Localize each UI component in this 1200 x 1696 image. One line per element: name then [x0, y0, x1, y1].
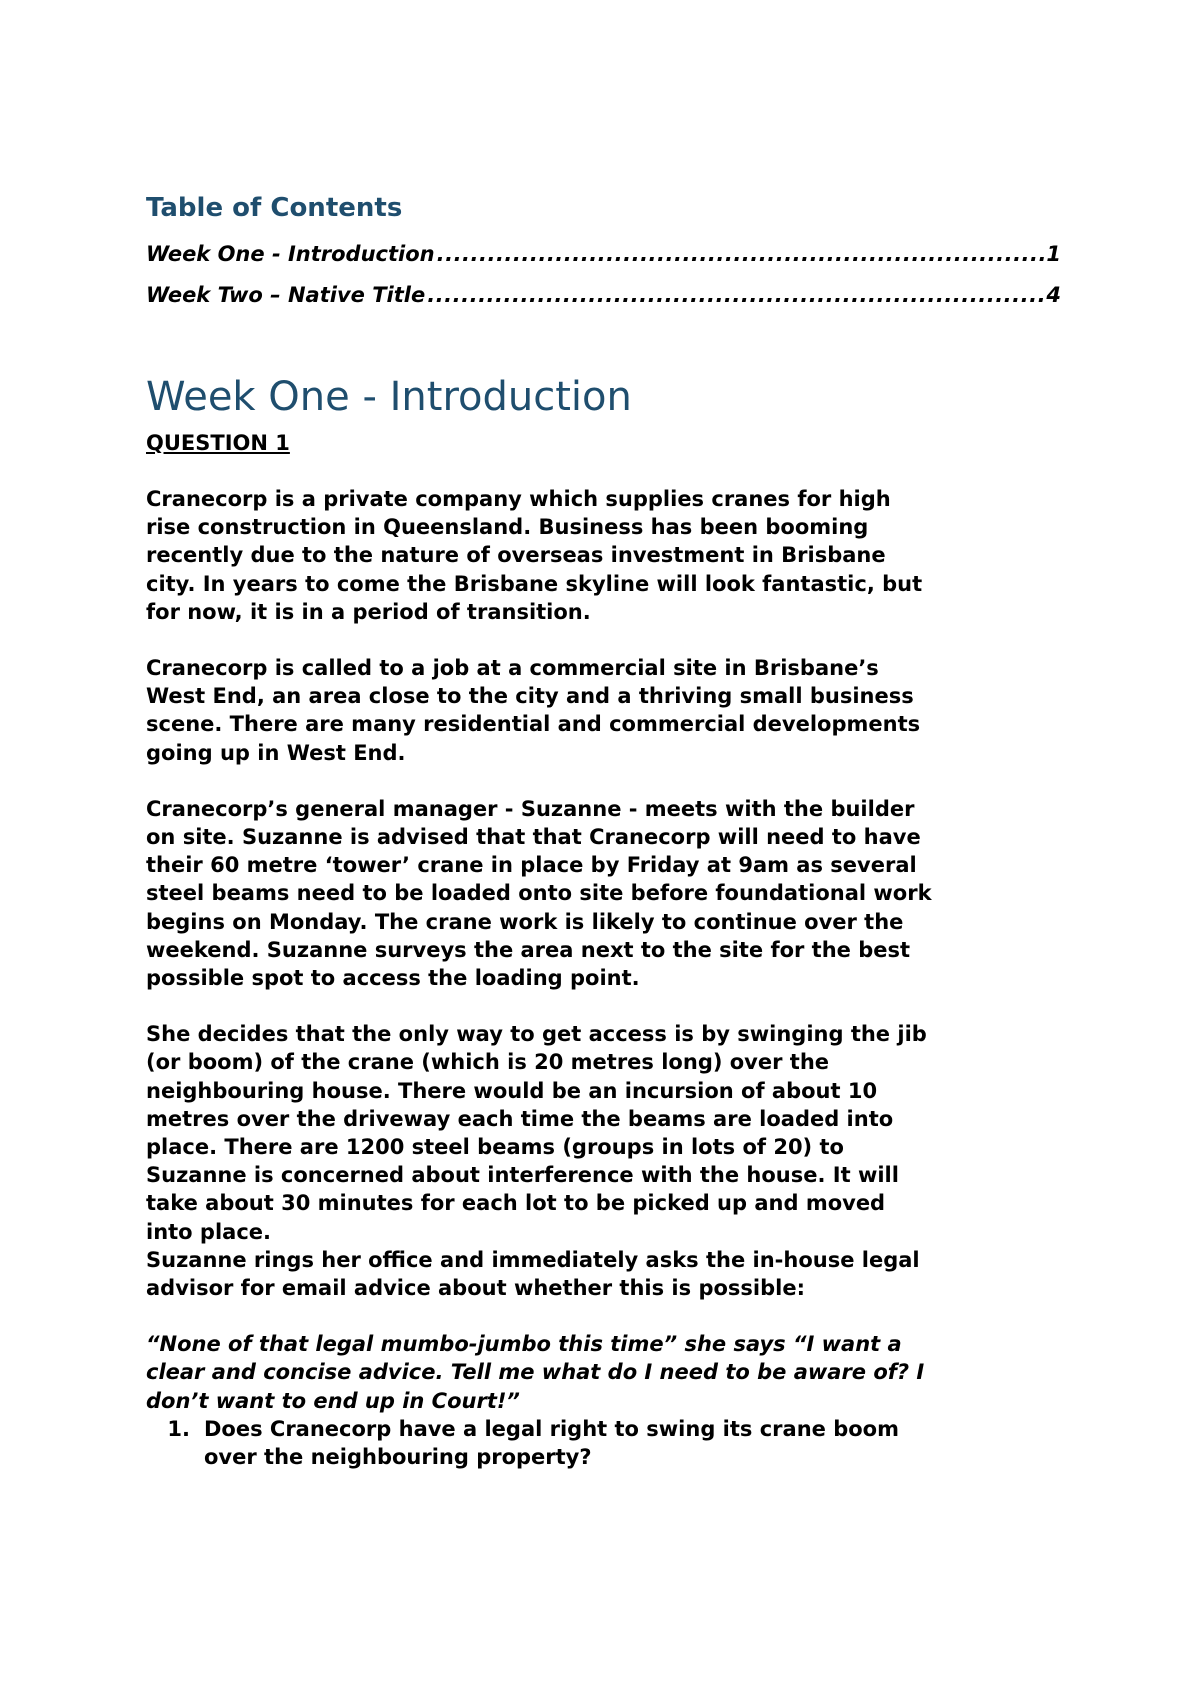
paragraph-5: Suzanne rings her office and immediately asks the in-house legal advisor for email advice about whether this is possible: — [146, 1247, 920, 1301]
document-page — [146, 190, 1061, 1471]
list-item — [146, 1415, 1061, 1471]
toc-entry-page: 4 — [1046, 283, 1061, 307]
paragraph-1: Cranecorp is a private company which supplies cranes for high rise construction in Queensland. Business has been booming recently due to the nature of overseas investment in Brisbane city. In years to come the Brisbane skyline will look fantastic, but for now, it is in a period of transition. — [146, 487, 923, 624]
toc-dot-leader — [437, 240, 1045, 268]
paragraph-2: Cranecorp is called to a job at a commercial site in Brisbane’s West End, an area close to the city and a thriving small business scene. There are many residential and commercial developments going up in West End. — [146, 656, 921, 765]
toc-entry-label: Week One - Introduction — [146, 242, 435, 266]
toc-entry-label: Week Two – Native Title — [146, 283, 426, 307]
list-item-text: Does Cranecorp have a legal right to swing its crane boom over the neighbouring property? — [204, 1416, 899, 1470]
quote-paragraph: “None of that legal mumbo-jumbo this time” she says “I want a clear and concise advice. Tell me what do I need to be aware of? I don’t want to end up in Court!” — [146, 1332, 925, 1413]
paragraph-3: Cranecorp’s general manager - Suzanne - meets with the builder on site. Suzanne is advised that that Cranecorp will need to have their 60 metre ‘tower’ crane in place by Friday at 9am as several steel beams need to be loaded onto site before foundational work begins on Monday. The crane work is likely to continue over the weekend. Suzanne surveys the area next to the site for the best possible spot to access the loading point. — [146, 796, 932, 991]
toc-entry-week-one[interactable] — [146, 240, 1061, 268]
toc-entry-page: 1 — [1046, 242, 1061, 266]
section-heading: Week One - Introduction — [146, 374, 632, 420]
question-list — [146, 1415, 1061, 1471]
paragraph-4: She decides that the only way to get access is by swinging the jib (or boom) of the crane (which is 20 metres long) over the neighbouring house. There would be an incursion of about 10 metres over the driveway each time the beams are loaded into place. There are 1200 steel beams (groups in lots of 20) to Suzanne is concerned about interference with the house. It will take about 30 minutes for each lot to be picked up and moved into place. — [146, 1022, 927, 1244]
toc-dot-leader — [427, 281, 1044, 309]
question-label: QUESTION 1 — [146, 431, 290, 455]
toc-entry-week-two[interactable] — [146, 281, 1061, 309]
list-item-number: 1. — [167, 1416, 190, 1441]
toc-title: Table of Contents — [146, 193, 403, 223]
